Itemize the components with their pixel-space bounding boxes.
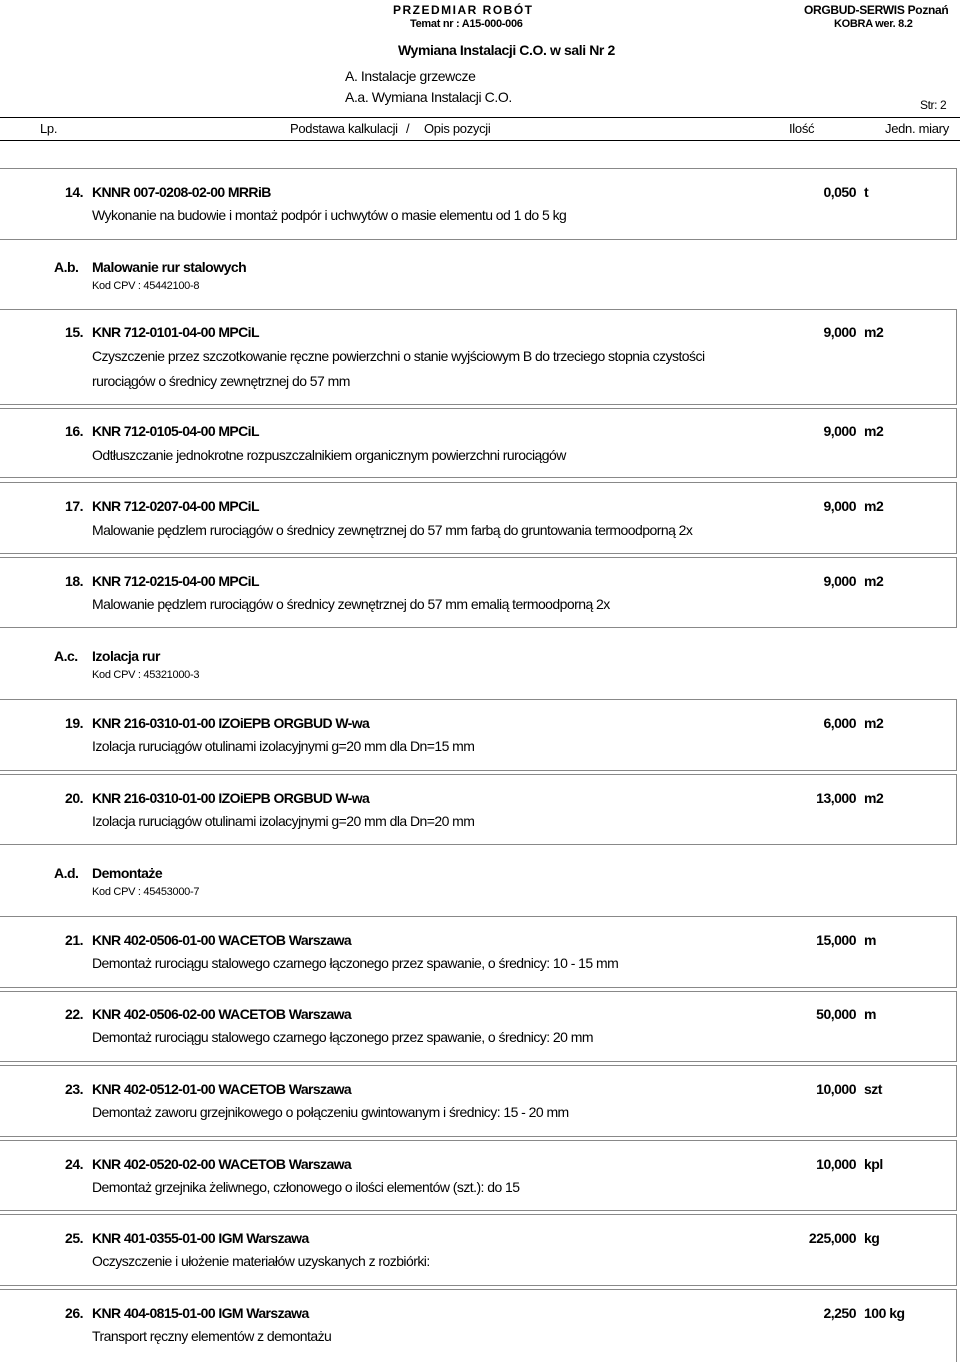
item-box-22 <box>0 991 957 1062</box>
item-unit: m <box>864 1006 876 1022</box>
item-quantity: 50,000 <box>816 1006 856 1022</box>
item-number: 17. <box>65 498 83 514</box>
item-code: KNR 401-0355-01-00 IGM Warszawa <box>92 1230 309 1246</box>
page-number: Str: 2 <box>920 98 947 112</box>
item-description: Demontaż grzejnika żeliwnego, członowego o ilości elementów (szt.): do 15 <box>92 1179 520 1195</box>
col-lp: Lp. <box>40 121 58 136</box>
item-quantity: 2,250 <box>823 1305 856 1321</box>
item-number: 14. <box>65 184 83 200</box>
item-description: Demontaż rurociągu stalowego czarnego łączonego przez spawanie, o średnicy: 20 mm <box>92 1029 593 1045</box>
item-number: 26. <box>65 1305 83 1321</box>
item-unit: 100 kg <box>864 1305 905 1321</box>
item-description: Oczyszczenie i ułożenie materiałów uzyskanych z rozbiórki: <box>92 1253 430 1269</box>
item-box-26 <box>0 1289 957 1362</box>
item-box-16 <box>0 408 957 478</box>
item-code: KNR 712-0215-04-00 MPCiL <box>92 573 259 589</box>
item-description: Malowanie pędzlem rurociągów o średnicy zewnętrznej do 57 mm emalią termoodporną 2x <box>92 596 610 612</box>
item-number: 21. <box>65 932 83 948</box>
item-code: KNR 216-0310-01-00 IZOiEPB ORGBUD W-wa <box>92 790 370 806</box>
item-unit: t <box>864 184 869 200</box>
item-description: Malowanie pędzlem rurociągów o średnicy zewnętrznej do 57 mm farbą do gruntowania termoodporną 2x <box>92 522 693 538</box>
item-description: Demontaż rurociągu stalowego czarnego łączonego przez spawanie, o średnicy: 10 - 15 mm <box>92 955 619 971</box>
item-code: KNR 712-0105-04-00 MPCiL <box>92 423 259 439</box>
section-code: A.c. <box>54 648 78 664</box>
item-description: Izolacja ruruciągów otulinami izolacyjnymi g=20 mm dla Dn=20 mm <box>92 813 475 829</box>
item-quantity: 0,050 <box>823 184 856 200</box>
section-a-heading: A. Instalacje grzewcze <box>345 68 476 84</box>
document-type: PRZEDMIAR ROBÓT <box>393 3 534 17</box>
col-separator: / <box>406 121 410 136</box>
header-rule-top <box>0 117 960 118</box>
item-quantity: 9,000 <box>823 324 856 340</box>
item-description-cont: rurociągów o średnicy zewnętrznej do 57 mm <box>92 373 350 389</box>
col-basis: Podstawa kalkulacji <box>290 121 398 136</box>
item-quantity: 6,000 <box>823 715 856 731</box>
item-box-25 <box>0 1214 957 1286</box>
item-quantity: 9,000 <box>823 498 856 514</box>
item-code: KNR 216-0310-01-00 IZOiEPB ORGBUD W-wa <box>92 715 370 731</box>
item-quantity: 13,000 <box>816 790 856 806</box>
item-code: KNR 402-0520-02-00 WACETOB Warszawa <box>92 1156 352 1172</box>
item-description: Demontaż zaworu grzejnikowego o połączeniu gwintowanym i średnicy: 15 - 20 mm <box>92 1104 569 1120</box>
item-box-17 <box>0 482 957 554</box>
item-description: Izolacja ruruciągów otulinami izolacyjnymi g=20 mm dla Dn=15 mm <box>92 738 475 754</box>
item-number: 24. <box>65 1156 83 1172</box>
topic-number: Temat nr : A15-000-006 <box>410 18 523 30</box>
item-code: KNNR 007-0208-02-00 MRRiB <box>92 184 271 200</box>
item-box-20 <box>0 774 957 845</box>
section-title: Izolacja rur <box>92 648 160 664</box>
item-unit: m2 <box>864 715 884 731</box>
item-unit: m2 <box>864 498 884 514</box>
item-number: 18. <box>65 573 83 589</box>
item-box-14 <box>0 168 957 240</box>
company-name: ORGBUD-SERWIS Poznań <box>804 3 949 17</box>
item-code: KNR 712-0101-04-00 MPCiL <box>92 324 259 340</box>
item-unit: m2 <box>864 423 884 439</box>
item-quantity: 10,000 <box>816 1081 856 1097</box>
software-version: KOBRA wer. 8.2 <box>834 18 913 30</box>
item-unit: szt <box>864 1081 882 1097</box>
item-unit: m2 <box>864 790 884 806</box>
section-code: A.b. <box>54 259 79 275</box>
item-description: Czyszczenie przez szczotkowanie ręczne powierzchni o stanie wyjściowym B do trzeciego stopnia czystości <box>92 348 705 364</box>
item-number: 19. <box>65 715 83 731</box>
header-rule-bottom <box>0 140 960 141</box>
item-unit: kg <box>864 1230 880 1246</box>
item-quantity: 10,000 <box>816 1156 856 1172</box>
item-unit: m2 <box>864 324 884 340</box>
item-box-21 <box>0 916 957 988</box>
section-title: Demontaże <box>92 865 163 881</box>
item-box-18 <box>0 557 957 628</box>
item-code: KNR 402-0512-01-00 WACETOB Warszawa <box>92 1081 352 1097</box>
item-number: 16. <box>65 423 83 439</box>
item-number: 23. <box>65 1081 83 1097</box>
item-code: KNR 402-0506-02-00 WACETOB Warszawa <box>92 1006 352 1022</box>
item-description: Wykonanie na budowie i montaż podpór i uchwytów o masie elementu od 1 do 5 kg <box>92 207 567 223</box>
section-code: A.d. <box>54 865 79 881</box>
item-box-23 <box>0 1065 957 1137</box>
item-box-24 <box>0 1140 957 1211</box>
item-quantity: 9,000 <box>823 573 856 589</box>
item-unit: m2 <box>864 573 884 589</box>
item-unit: kpl <box>864 1156 883 1172</box>
item-quantity: 225,000 <box>808 1230 856 1246</box>
section-aa-heading: A.a. Wymiana Instalacji C.O. <box>345 89 512 105</box>
item-code: KNR 402-0506-01-00 WACETOB Warszawa <box>92 932 352 948</box>
item-box-19 <box>0 699 957 771</box>
section-cpv: Kod CPV : 45453000-7 <box>92 886 200 898</box>
col-description: Opis pozycji <box>424 121 491 136</box>
item-quantity: 9,000 <box>823 423 856 439</box>
section-title: Malowanie rur stalowych <box>92 259 247 275</box>
section-cpv: Kod CPV : 45442100-8 <box>92 280 200 292</box>
col-quantity: Ilość <box>789 121 815 136</box>
item-unit: m <box>864 932 876 948</box>
col-unit: Jedn. miary <box>885 121 949 136</box>
item-number: 15. <box>65 324 83 340</box>
item-quantity: 15,000 <box>816 932 856 948</box>
item-description: Transport ręczny elementów z demontażu <box>92 1328 332 1344</box>
document-title: Wymiana Instalacji C.O. w sali Nr 2 <box>398 42 615 58</box>
item-number: 25. <box>65 1230 83 1246</box>
item-description: Odtłuszczanie jednokrotne rozpuszczalnikiem organicznym powierzchni rurociągów <box>92 447 566 463</box>
item-code: KNR 712-0207-04-00 MPCiL <box>92 498 259 514</box>
item-number: 20. <box>65 790 83 806</box>
item-number: 22. <box>65 1006 83 1022</box>
item-code: KNR 404-0815-01-00 IGM Warszawa <box>92 1305 309 1321</box>
section-cpv: Kod CPV : 45321000-3 <box>92 669 200 681</box>
